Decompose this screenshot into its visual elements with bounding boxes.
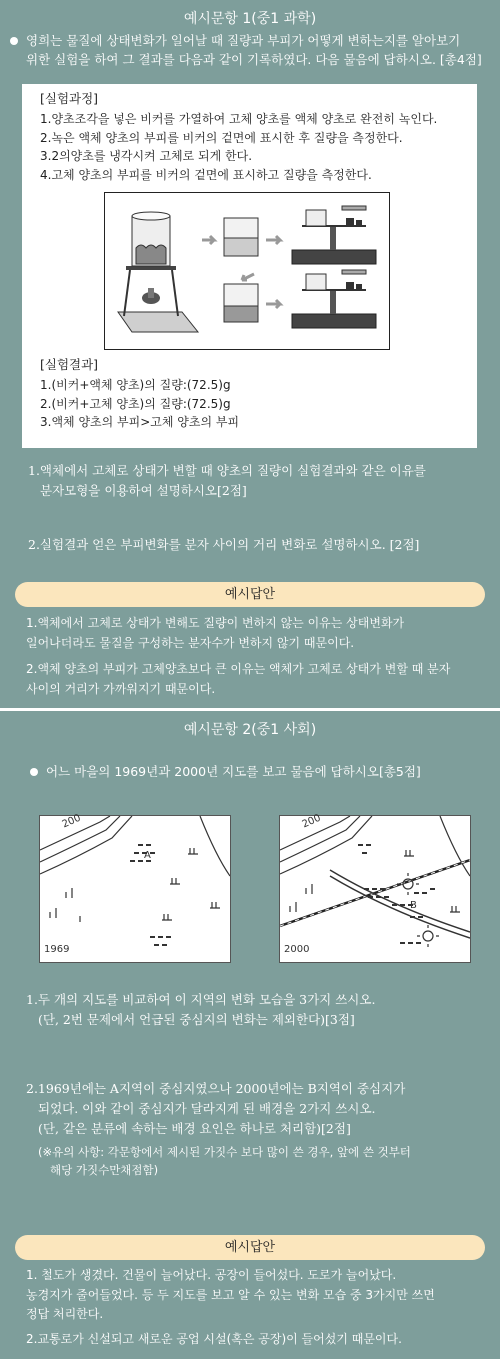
contour-label: 200 bbox=[60, 812, 83, 831]
bullet-icon bbox=[30, 768, 38, 776]
section2-answer-label: 예시답안 bbox=[15, 1235, 485, 1260]
section2-answer-1 bbox=[26, 1266, 491, 1325]
experiment-illustration bbox=[104, 192, 390, 350]
section2-answer-2: 2.교통로가 신설되고 새로운 공업 시설(혹은 공장)이 들어섰기 때문이다. bbox=[26, 1332, 402, 1346]
point-label-a: A bbox=[144, 850, 151, 861]
section1-answer-1 bbox=[26, 614, 491, 653]
answer-line: 2.액체 양초의 부피가 고체양초보다 큰 이유는 액체가 고체로 상태가 변할 때 분자 bbox=[26, 662, 451, 676]
map-2000 bbox=[279, 812, 471, 963]
question-line: 2.1969년에는 A지역이 중심지였으나 2000년에는 B지역이 중심지가 bbox=[26, 1081, 406, 1096]
question-line: 1.액체에서 고체로 상태가 변할 때 양초의 질량이 실험결과와 같은 이유를 bbox=[28, 463, 426, 478]
section2-question-1 bbox=[26, 990, 496, 1030]
question-line: (단, 같은 분류에 속하는 배경 요인은 하나로 처리함)[2점] bbox=[38, 1121, 351, 1136]
beaker-icon bbox=[224, 284, 258, 322]
section1-intro bbox=[26, 31, 496, 69]
section2-question-2 bbox=[26, 1079, 496, 1139]
question-line: 되었다. 이와 같이 중심지가 달라지게 된 배경을 2가지 쓰시오. bbox=[38, 1101, 376, 1116]
section2-intro: 어느 마을의 1969년과 2000년 지도를 보고 물음에 답하시오[총5점] bbox=[46, 764, 421, 779]
answer-line: 일어나더라도 물질을 구성하는 분자수가 변하지 않기 때문이다. bbox=[26, 635, 355, 650]
results-list bbox=[40, 376, 239, 432]
map-year-label: 1969 bbox=[44, 944, 70, 955]
note-line: 해당 가짓수만채점함) bbox=[50, 1163, 159, 1177]
contour-label: 200 bbox=[300, 812, 323, 831]
map-year-label: 2000 bbox=[284, 944, 310, 955]
process-step: 4.고체 양초의 부피를 비커의 겉면에 표시하고 질량을 측정한다. bbox=[40, 167, 372, 182]
question-line: 1.두 개의 지도를 비교하여 이 지역의 변화 모습을 3가지 쓰시오. bbox=[26, 992, 376, 1007]
intro-line-2: 위한 실험을 하여 그 결과를 다음과 같이 기록하였다. 다음 물음에 답하시오. [총4점] bbox=[26, 52, 482, 67]
process-steps bbox=[40, 110, 437, 184]
result-item: 1.(비커+액체 양초)의 질량:(72.5)g bbox=[40, 378, 231, 392]
process-step: 1.양초조각을 넣은 비커를 가열하여 고체 양초를 액체 양초로 완전히 녹인다. bbox=[40, 112, 438, 126]
answer-line: 1.액체에서 고체로 상태가 변해도 질량이 변하지 않는 이유는 상태변화가 bbox=[26, 616, 405, 630]
process-step: 3.2의양초를 냉각시켜 고체로 되게 한다. bbox=[40, 149, 253, 163]
intro-line-1: 영희는 물질에 상태변화가 일어날 때 질량과 부피가 어떻게 변하는지를 알아보기 bbox=[26, 33, 461, 48]
experiment-box bbox=[22, 84, 477, 448]
section1-answer-label: 예시답안 bbox=[15, 582, 485, 607]
result-item: 2.(비커+고체 양초)의 질량:(72.5)g bbox=[40, 396, 231, 411]
answer-line: 사이의 거리가 가까워지기 때문이다. bbox=[26, 681, 216, 696]
answer-line: 농경지가 줄어들었다. 등 두 지도를 보고 알 수 있는 변화 모습 중 3가지만 쓰면 bbox=[26, 1287, 435, 1302]
section1-answer-2 bbox=[26, 660, 491, 699]
question-line: (단, 2번 문제에서 언급된 중심지의 변화는 제외한다)[3점] bbox=[38, 1012, 355, 1027]
result-item: 3.액체 양초의 부피>고체 양초의 부피 bbox=[40, 415, 240, 429]
section1-question-2: 2.실험결과 얻은 부피변화를 분자 사이의 거리 변화로 설명하시오. [2점] bbox=[28, 537, 420, 552]
section2-title: 예시문항 2(중1 사회) bbox=[183, 722, 317, 738]
bullet-icon bbox=[10, 37, 18, 45]
note-line: (※유의 사항: 각문항에서 제시된 가짓수 보다 많이 쓴 경우, 앞에 쓴 것부터 bbox=[38, 1145, 411, 1159]
answer-line: 1. 철도가 생겼다. 건물이 늘어났다. 공장이 들어섰다. 도로가 늘어났다. bbox=[26, 1268, 397, 1282]
section2-note bbox=[38, 1143, 496, 1179]
beaker-icon bbox=[224, 218, 258, 256]
result-title: [실험결과] bbox=[40, 357, 99, 372]
question-line: 분자모형을 이용하여 설명하시오[2점] bbox=[40, 483, 247, 498]
section1-question-1 bbox=[28, 461, 488, 501]
process-title: [실험과정] bbox=[40, 91, 99, 106]
point-label-b: B bbox=[410, 900, 417, 911]
section-divider bbox=[0, 708, 500, 711]
answer-line: 정답 처리한다. bbox=[26, 1307, 104, 1321]
process-step: 2.녹은 액체 양초의 부피를 비커의 겉면에 표시한 후 질량을 측정한다. bbox=[40, 130, 403, 145]
section1-title: 예시문항 1(중1 과학) bbox=[183, 11, 317, 27]
map-1969 bbox=[39, 812, 231, 963]
